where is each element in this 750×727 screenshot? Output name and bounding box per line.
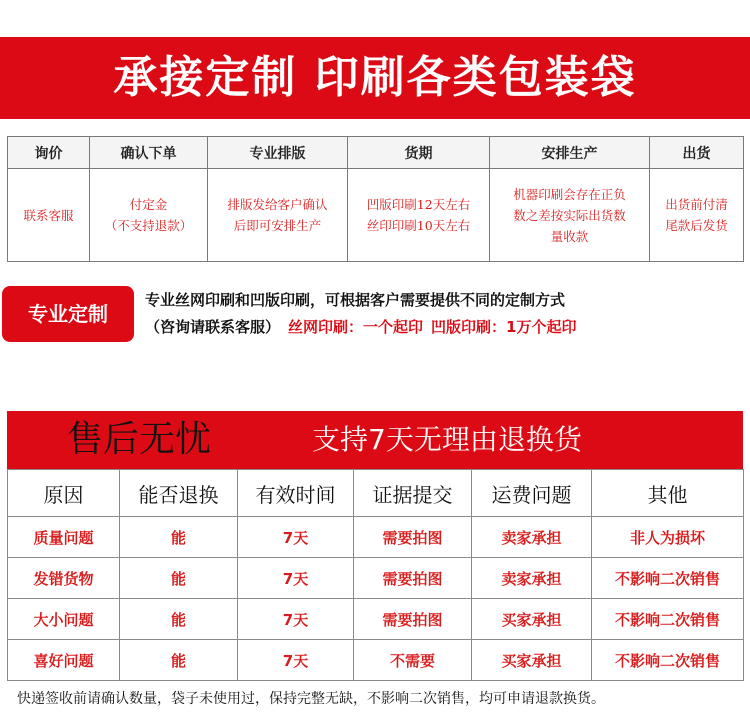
- table-row: [8, 558, 744, 599]
- after-header-other: 其他: [592, 470, 744, 517]
- after-cell: 能: [120, 517, 238, 558]
- table-row: [8, 599, 744, 640]
- custom-minimums: [145, 316, 745, 337]
- after-sales-subtitle: 支持7天无理由退换货: [312, 423, 582, 456]
- after-cell: 不影响二次销售: [592, 599, 744, 640]
- process-cell-text: 数之差按实际出货数: [513, 207, 626, 223]
- custom-contact-note: （咨询请联系客服）: [145, 318, 281, 336]
- after-cell: 7天: [238, 517, 354, 558]
- after-cell: 大小问题: [8, 599, 120, 640]
- after-cell: 需要拍图: [354, 558, 472, 599]
- after-cell: 需要拍图: [354, 517, 472, 558]
- after-cell: 不需要: [354, 640, 472, 681]
- after-cell: 不影响二次销售: [592, 558, 744, 599]
- after-cell: 7天: [238, 599, 354, 640]
- gravure-print-minimum: 凹版印刷：1万个起印: [431, 318, 577, 336]
- process-cell-inquiry: [8, 169, 90, 262]
- process-cell-text: （不支持退款）: [104, 218, 193, 233]
- after-sales-header: [7, 411, 743, 469]
- process-cell-confirm-order: [90, 169, 208, 262]
- top-banner: [0, 37, 750, 119]
- after-cell: 需要拍图: [354, 599, 472, 640]
- after-cell: 卖家承担: [472, 558, 592, 599]
- process-header-shipping: 出货: [650, 137, 744, 169]
- table-row: [8, 640, 744, 681]
- custom-badge: 专业定制: [2, 286, 134, 342]
- after-cell: 不影响二次销售: [592, 640, 744, 681]
- after-cell: 非人为损坏: [592, 517, 744, 558]
- process-cell-text: 量收款: [550, 228, 589, 244]
- after-cell: 喜好问题: [8, 640, 120, 681]
- after-header-returnable: 能否退换: [120, 470, 238, 517]
- custom-description: 专业丝网印刷和凹版印刷，可根据客户需要提供不同的定制方式: [145, 291, 566, 309]
- process-cell-text: 出货前付清: [665, 197, 728, 212]
- after-cell: 能: [120, 640, 238, 681]
- process-table: [7, 136, 744, 262]
- footer-note: 快递签收前请确认数量，袋子未使用过，保持完整无缺，不影响二次销售，均可申请退款换货。: [17, 691, 605, 707]
- process-header-lead-time: 货期: [348, 137, 490, 169]
- after-sales-title: 售后无忧: [67, 419, 212, 460]
- after-cell: 发错货物: [8, 558, 120, 599]
- banner-title: 承接定制 印刷各类包装袋: [113, 52, 637, 103]
- process-header-row: [8, 137, 744, 169]
- after-header-shipping-fee: 运费问题: [472, 470, 592, 517]
- process-cell-text: 付定金: [129, 197, 168, 212]
- after-header-reason: 原因: [8, 470, 120, 517]
- process-cell-shipping: [650, 169, 744, 262]
- table-row: [8, 517, 744, 558]
- process-cell-text: 排版发给客户确认: [227, 197, 328, 212]
- after-sales-table: [7, 469, 744, 681]
- process-header-layout: 专业排版: [208, 137, 348, 169]
- after-header-valid-time: 有效时间: [238, 470, 354, 517]
- after-cell: 7天: [238, 558, 354, 599]
- process-cell-production: [490, 169, 650, 262]
- screen-print-minimum: 丝网印刷：一个起印: [288, 318, 424, 336]
- process-header-inquiry: 询价: [8, 137, 90, 169]
- process-header-production: 安排生产: [490, 137, 650, 169]
- process-cell-text: 后即可安排生产: [233, 218, 322, 233]
- process-cell-text: 凹版印刷12天左右: [366, 197, 471, 212]
- after-cell: 7天: [238, 640, 354, 681]
- after-cell: 买家承担: [472, 599, 592, 640]
- process-cell-text: 尾款后发货: [665, 218, 728, 233]
- process-cell-text: 联系客服: [23, 207, 74, 223]
- process-cell-lead-time: [348, 169, 490, 262]
- after-cell: 质量问题: [8, 517, 120, 558]
- after-cell: 能: [120, 599, 238, 640]
- after-cell: 买家承担: [472, 640, 592, 681]
- process-cell-layout: [208, 169, 348, 262]
- after-cell: 能: [120, 558, 238, 599]
- after-header-evidence: 证据提交: [354, 470, 472, 517]
- process-body-row: [8, 169, 744, 262]
- process-cell-text: 机器印刷会存在正负: [513, 186, 626, 202]
- process-header-confirm-order: 确认下单: [90, 137, 208, 169]
- after-sales-header-row: [8, 470, 744, 517]
- process-cell-text: 丝印印刷10天左右: [366, 218, 471, 233]
- after-cell: 卖家承担: [472, 517, 592, 558]
